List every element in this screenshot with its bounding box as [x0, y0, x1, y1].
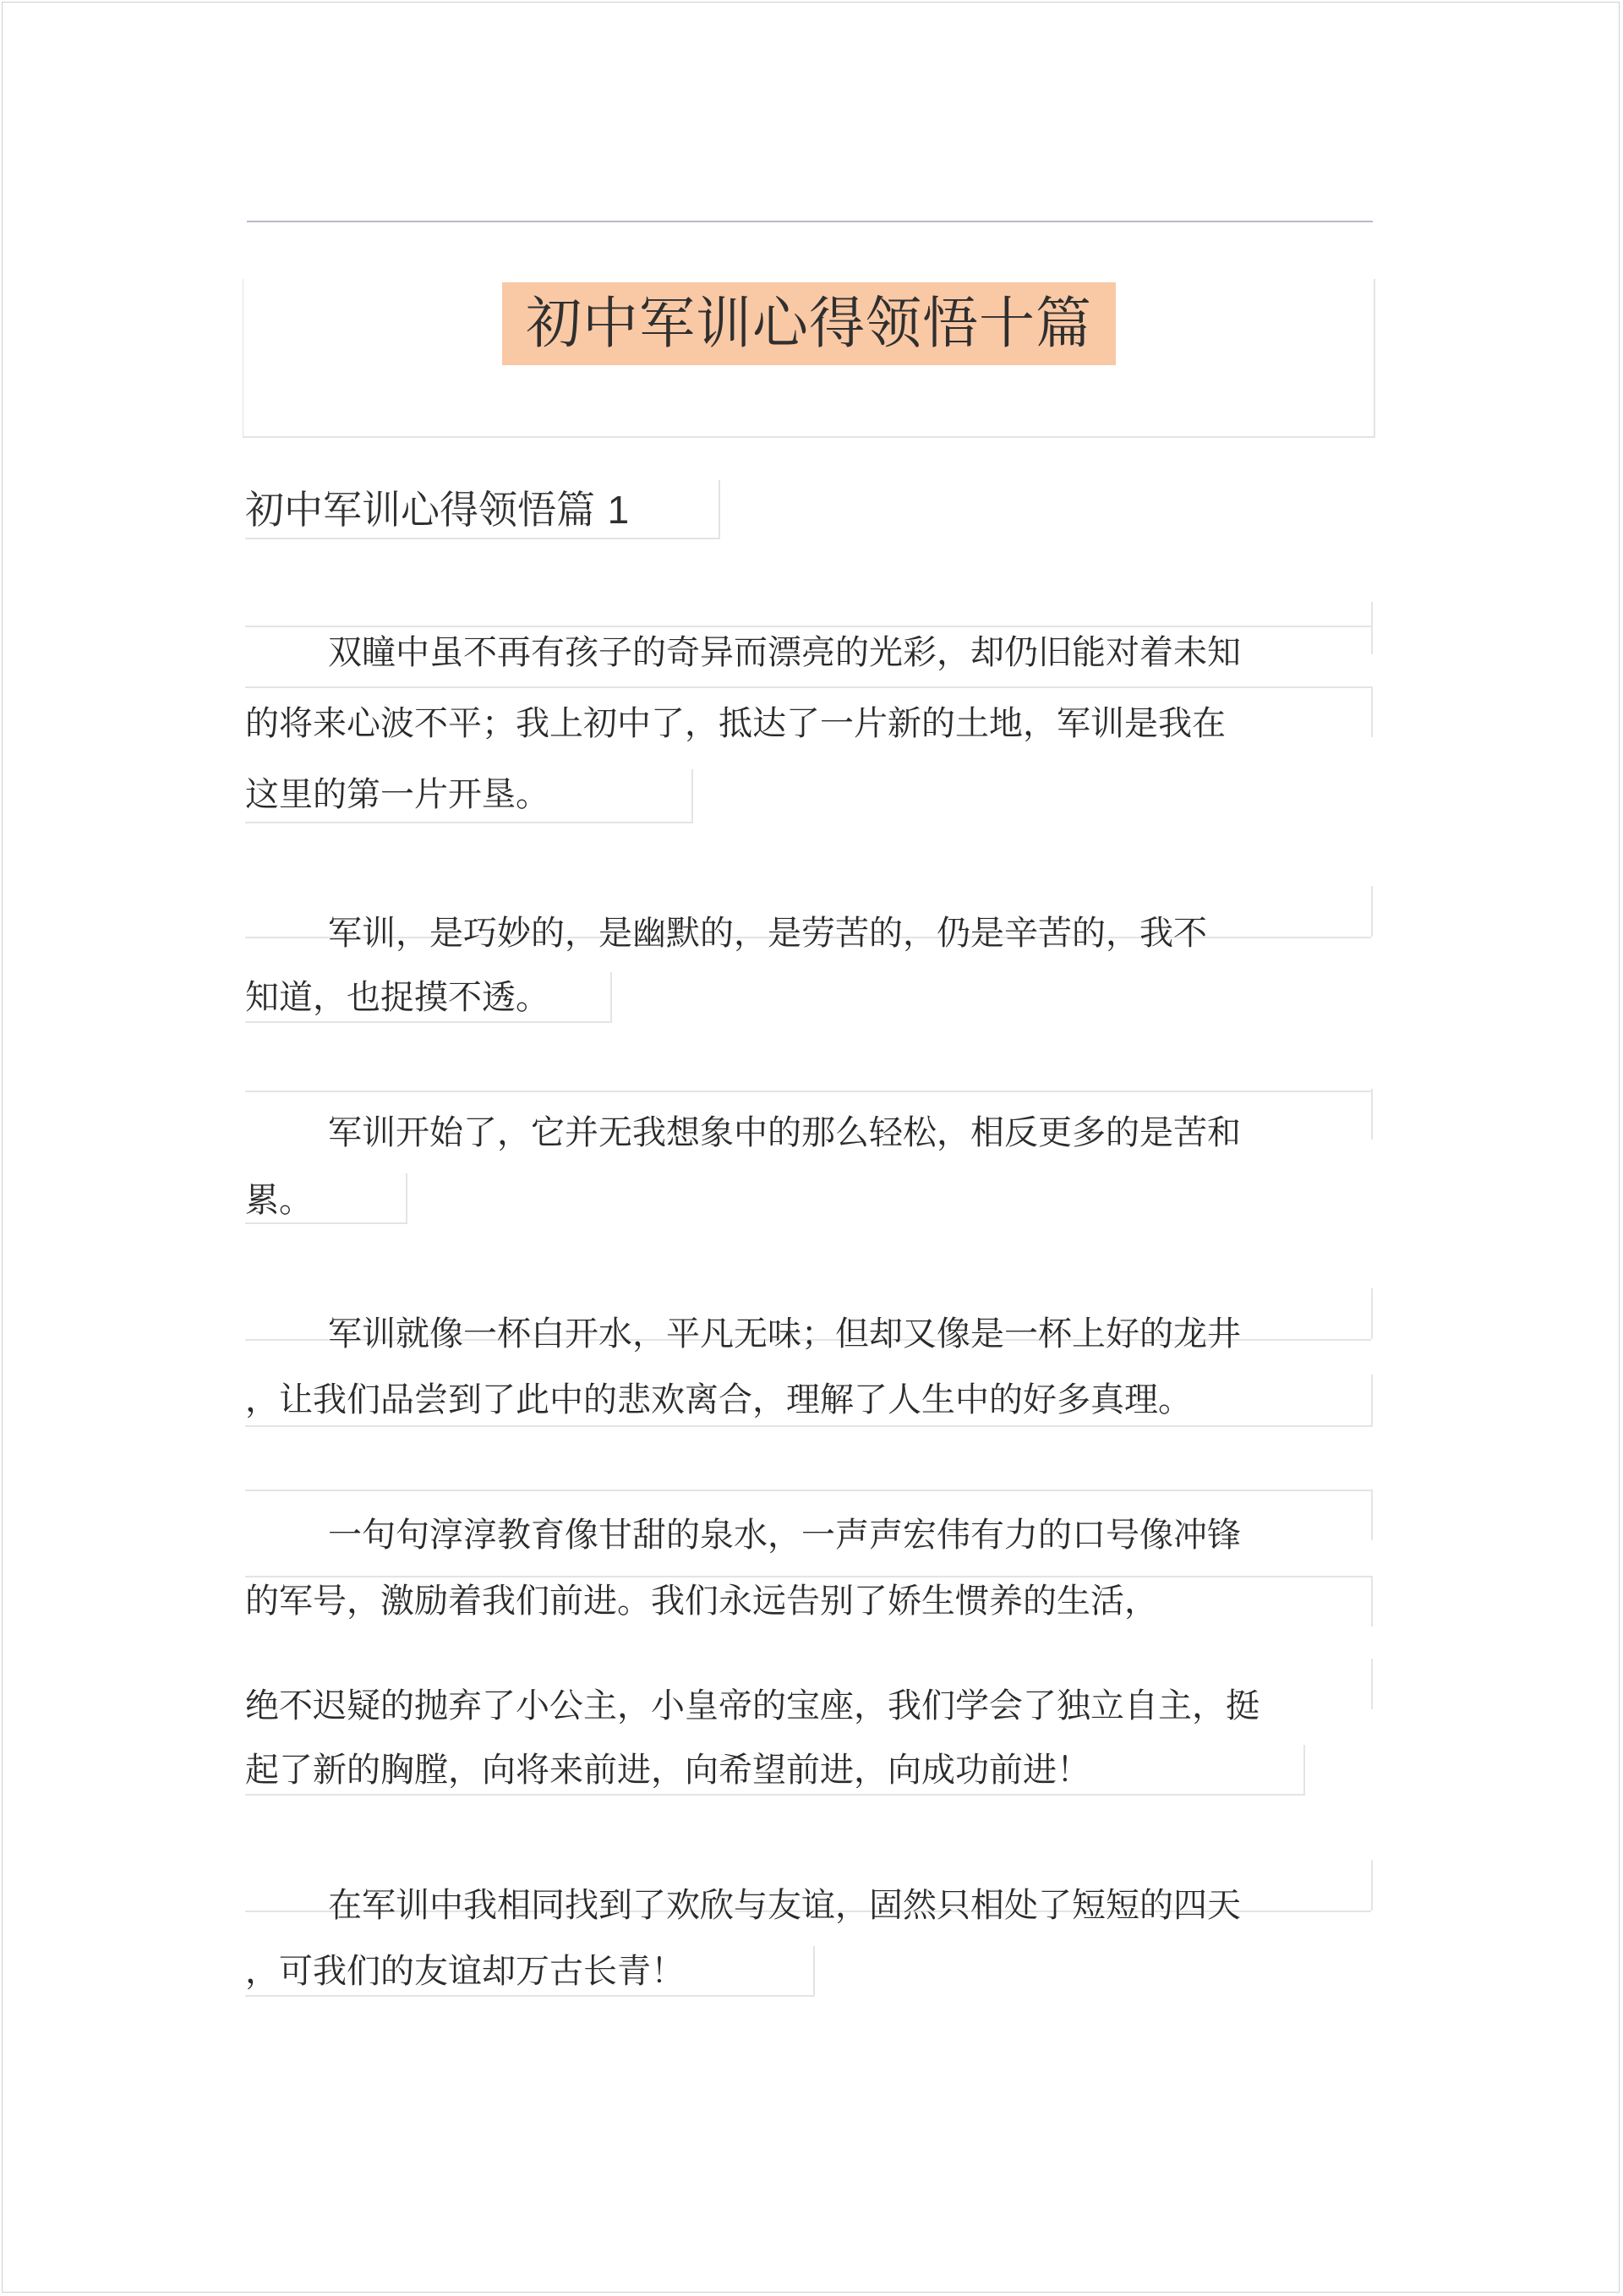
- paragraph-line: 的军号，激励着我们前进。我们永远告别了娇生惯养的生活，: [245, 1582, 1158, 1621]
- header-rule: [247, 221, 1373, 222]
- frame-line: [245, 1425, 1371, 1427]
- frame-tick: [1371, 886, 1373, 937]
- paragraph-line: 一句句淳淳教育像甘甜的泉水，一声声宏伟有力的口号像冲锋: [328, 1516, 1241, 1555]
- paragraph-line: 起了新的胸膛，向将来前进，向希望前进，向成功前进！: [245, 1751, 1090, 1790]
- frame-tick: [1371, 686, 1373, 737]
- frame-line: [245, 1490, 1371, 1491]
- frame-tick: [1371, 1288, 1373, 1339]
- paragraph-line: 这里的第一片开垦。: [245, 775, 549, 814]
- paragraph-line: ，可我们的友谊却万古长青！: [245, 1952, 685, 1991]
- paragraph-line: 累。: [245, 1181, 313, 1220]
- frame-tick: [1371, 1089, 1373, 1140]
- paragraph-line: 军训，是巧妙的，是幽默的，是劳苦的，仍是辛苦的，我不: [328, 914, 1207, 953]
- frame-box: [245, 769, 693, 823]
- paragraph-line: 知道，也捉摸不透。: [245, 978, 549, 1017]
- paragraph-line: 绝不迟疑的抛弃了小公主，小皇帝的宝座，我们学会了独立自主，挺: [245, 1686, 1260, 1725]
- frame-box: [245, 1173, 407, 1224]
- frame-line: [245, 686, 1371, 688]
- paragraph-line: 在军训中我相同找到了欢欣与友谊，固然只相处了短短的四天: [328, 1886, 1241, 1925]
- section-heading-text: 初中军训心得领悟篇: [245, 487, 595, 533]
- paragraph-line: 军训就像一杯白开水，平凡无味；但却又像是一杯上好的龙井: [328, 1315, 1241, 1353]
- frame-box: [245, 1745, 1305, 1796]
- paragraph-line: 的将来心波不平；我上初中了，抵达了一片新的土地，军训是我在: [245, 704, 1226, 743]
- section-heading: [245, 480, 720, 539]
- paragraph-line: 双瞳中虽不再有孩子的奇异而漂亮的光彩，却仍旧能对着未知: [328, 633, 1241, 672]
- frame-tick: [1371, 602, 1373, 654]
- frame-box: [245, 1946, 815, 1997]
- frame-tick: [1371, 1490, 1373, 1540]
- frame-box: [245, 972, 612, 1023]
- section-heading-number: 1: [607, 488, 630, 532]
- frame-tick: [1371, 1659, 1373, 1709]
- frame-line: [245, 1091, 1371, 1092]
- frame-tick: [1371, 1576, 1373, 1626]
- frame-tick: [1371, 1375, 1373, 1427]
- paragraph-line: 军训开始了，它并无我想象中的那么轻松，相反更多的是苦和: [328, 1113, 1241, 1152]
- paragraph-line: ，让我们品尝到了此中的悲欢离合，理解了人生中的好多真理。: [245, 1380, 1192, 1419]
- document-title: 初中军训心得领悟十篇: [502, 282, 1116, 365]
- frame-tick: [1371, 1860, 1373, 1911]
